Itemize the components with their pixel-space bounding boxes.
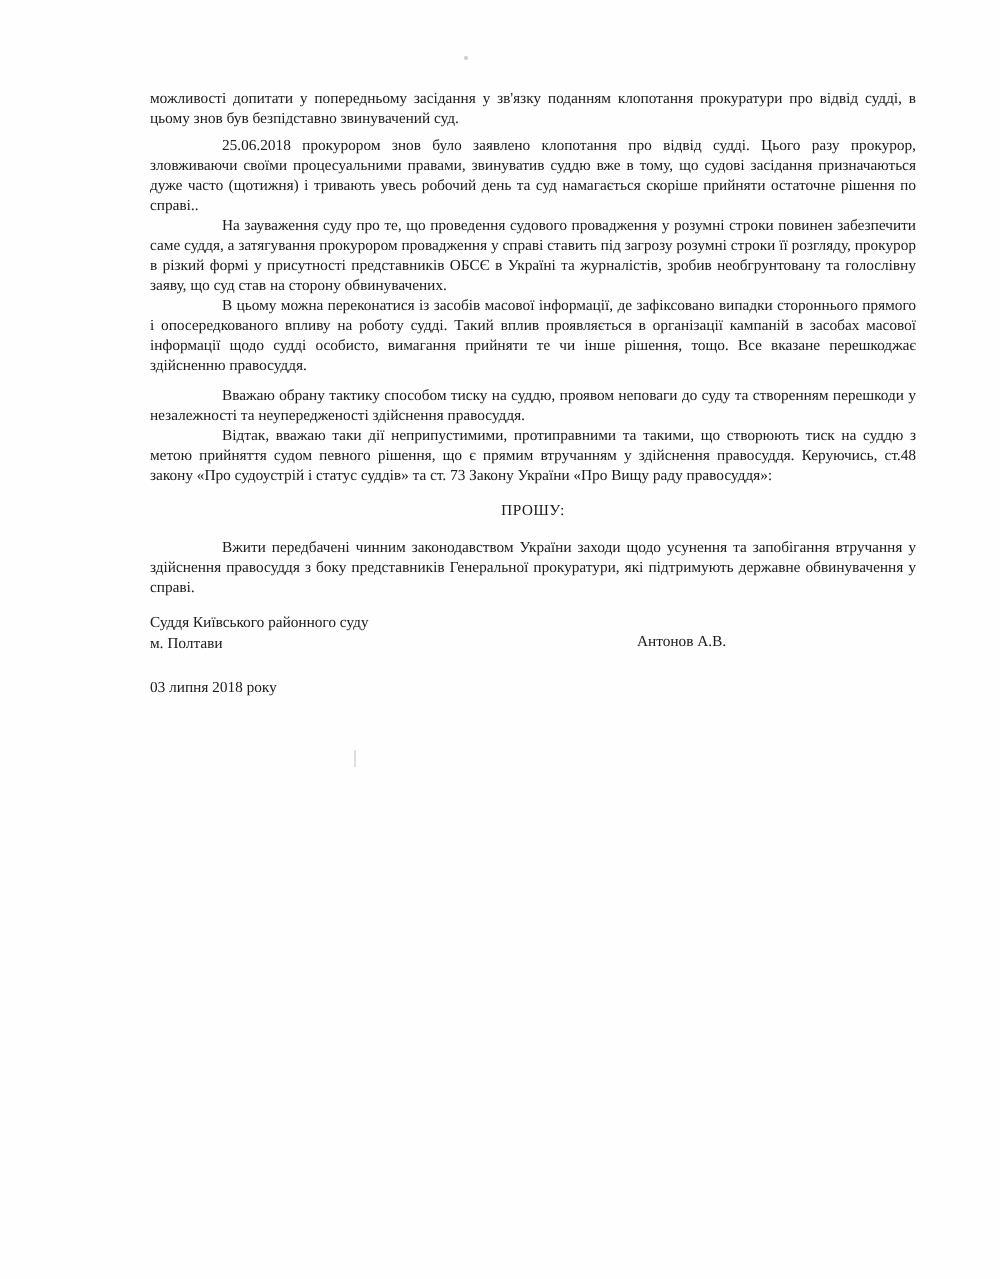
paragraph-continuation: можливості допитати у попередньому засідання у зв'язку поданням клопотання прокуратури про відвід судді, в цьому знов був безпідставно звинувачений суд.	[150, 90, 916, 127]
paragraph-motion-25-06-2018: 25.06.2018 прокурором знов було заявлено клопотання про відвід судді. Цього разу прокурор, зловживаючи своїми процесуальними правами, звинуватив суддю вже в тому, що судові засідання призначаються дуже часто (щотижня) і тривають увесь робочий день та суд намагається скоріше прийняти остаточне рішення по справі..	[150, 137, 916, 214]
paragraph-request: Вжити передбачені чинним законодавством України заходи щодо усунення та запобігання втручання у здійснення правосуддя з боку представників Генеральної прокуратури, які підтримують державне обвинувачення у справі.	[150, 539, 916, 596]
paragraph-court-remark: На зауваження суду про те, що проведення судового провадження у розумні строки повинен забезпечити саме суддя, а затягування прокурором провадження у справі ставить під загрозу розумні строки її розгляду, прокурор в різкий формі у присутності представників ОБСЄ в Україні та журналістів, зробив необгрунтовану та голослівну заяву, що суд став на сторону обвинувачених.	[150, 217, 916, 294]
paragraph-opinion-pressure: Вважаю обрану тактику способом тиску на суддю, проявом неповаги до суду та створенням перешкоди у незалежності та неупередженості здійснення правосуддя.	[150, 387, 916, 424]
scan-artifact-line	[354, 750, 356, 767]
scan-artifact-dot	[464, 56, 468, 60]
signer-position-line1: Суддя Київського районного суду	[150, 614, 369, 631]
paragraph-legal-basis: Відтак, вважаю таки дії неприпустимими, протиправними та такими, що створюють тиск на суддю з метою прийняття судом певного рішення, що є прямим втручанням у здійснення правосуддя. Керуючись, ст.48 закону «Про судоустрій і статус суддів» та ст. 73 Закону України «Про Вищу раду правосуддя»:	[150, 427, 916, 484]
paragraph-media-influence: В цьому можна переконатися із засобів масової інформації, де зафіксовано випадки стороннього прямого і опосередкованого впливу на роботу судді. Такий вплив проявляється в організації кампаній в засобах масової інформації щодо судді особисто, вимагання прийняти те чи інше рішення, тощо. Все вказане перешкоджає здійсненню правосуддя.	[150, 297, 916, 374]
signer-position-line2: м. Полтави	[150, 635, 223, 652]
document-date: 03 липня 2018 року	[150, 679, 277, 696]
signature-block	[150, 612, 916, 654]
document-body	[150, 89, 916, 698]
signer-name: Антонов А.В.	[637, 633, 727, 650]
request-heading: ПРОШУ:	[501, 502, 565, 519]
